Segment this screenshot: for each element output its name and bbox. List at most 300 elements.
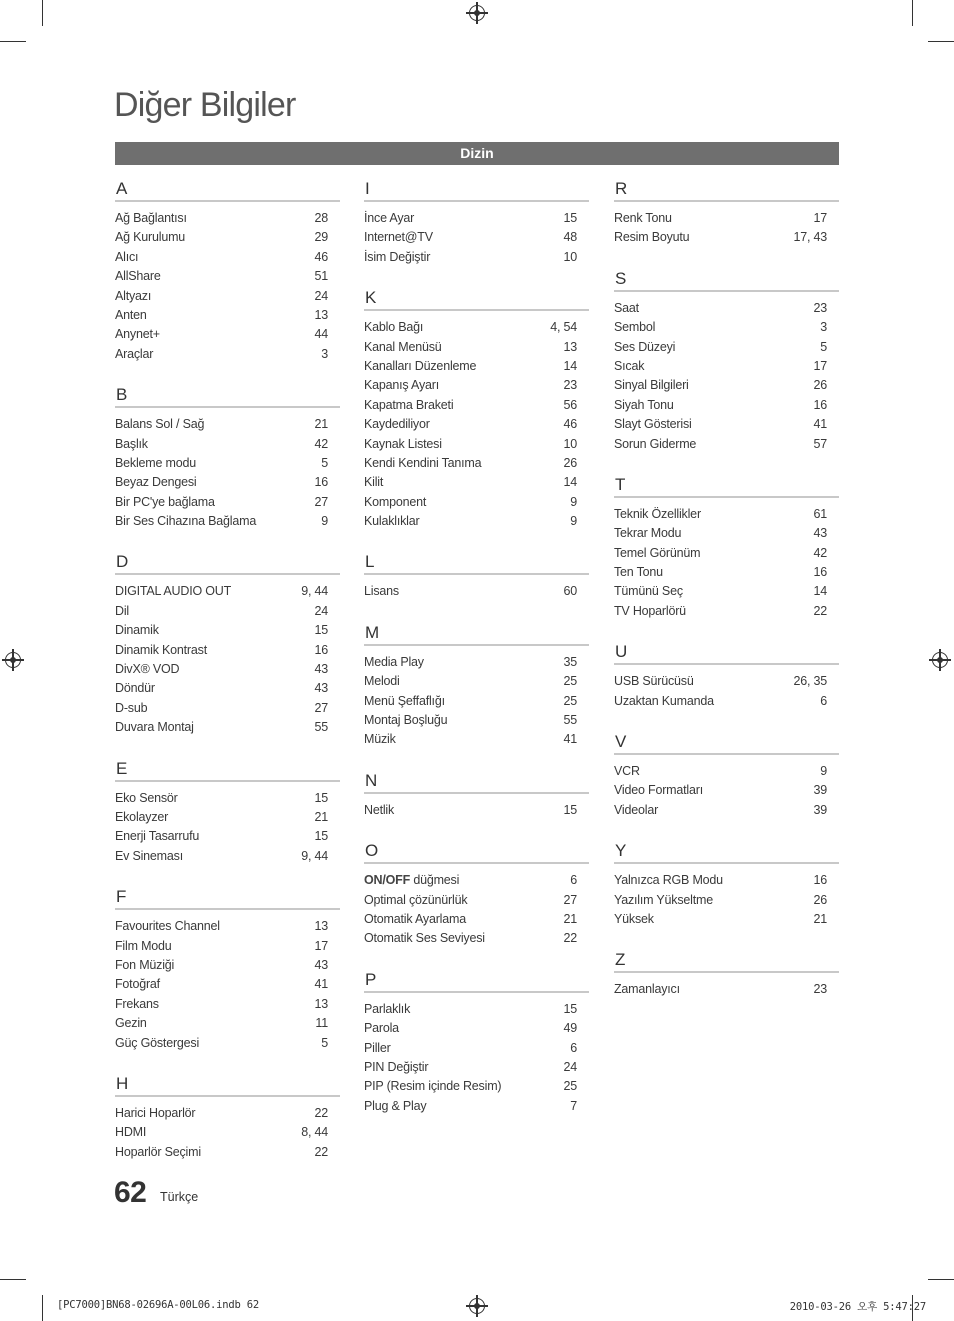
index-term (115, 228, 185, 247)
index-page-ref: 16 (314, 642, 328, 657)
index-term-text: Internet@TV (364, 230, 433, 245)
index-term-text: Parola (364, 1021, 399, 1036)
index-page-ref: 46 (314, 249, 328, 264)
index-page-ref: 46 (563, 417, 577, 432)
index-page-ref: 4, 54 (550, 320, 577, 335)
index-term-text: Başlık (115, 436, 148, 451)
index-entry (364, 1019, 589, 1038)
index-term (614, 980, 680, 999)
index-term-text: Uzaktan Kumanda (614, 693, 714, 708)
index-page-ref: 15 (563, 802, 577, 817)
index-term (115, 847, 183, 866)
registration-mark-icon (469, 5, 485, 21)
index-page-ref: 27 (563, 892, 577, 907)
index-term-text: Ses Düzeyi (614, 339, 676, 354)
index-term (364, 318, 423, 337)
index-entry (614, 692, 839, 711)
index-term-text: Kilit (364, 475, 384, 490)
index-term (364, 376, 439, 395)
index-page-ref: 16 (813, 565, 827, 580)
index-section (364, 770, 589, 820)
index-page-ref: 35 (563, 654, 577, 669)
index-page-ref: 43 (314, 681, 328, 696)
index-term (614, 299, 639, 318)
index-page-ref: 22 (314, 1144, 328, 1159)
index-page-ref: 55 (314, 720, 328, 735)
registration-mark-icon (932, 652, 948, 668)
index-page-ref: 9 (321, 514, 328, 529)
index-term (614, 801, 658, 820)
index-page-ref: 26, 35 (793, 674, 827, 689)
index-term-text: İnce Ayar (364, 211, 415, 225)
index-entry (115, 209, 340, 228)
index-page-ref: 24 (314, 603, 328, 618)
index-entry (614, 299, 839, 318)
index-page-ref: 27 (314, 494, 328, 509)
index-page-ref: 25 (563, 1079, 577, 1094)
index-page-ref: 42 (813, 545, 827, 560)
index-term (364, 454, 481, 473)
index-term (364, 910, 466, 929)
index-entry (364, 1058, 589, 1077)
index-section (614, 178, 839, 248)
index-section (364, 840, 589, 949)
index-page-ref: 56 (563, 397, 577, 412)
index-term-text: Anten (115, 307, 147, 322)
index-page-ref: 9 (820, 764, 827, 779)
index-term-bold: ON/OFF (364, 873, 411, 888)
index-page-ref: 16 (314, 475, 328, 490)
index-entry (364, 376, 589, 395)
index-term-text: düğmesi (413, 873, 460, 888)
section-letter: N (364, 770, 589, 794)
index-page-ref: 8, 44 (301, 1125, 328, 1140)
index-term-text: DivX® VOD (115, 662, 180, 677)
index-term-text: Otomatik Ayarlama (364, 911, 466, 926)
index-entry (115, 660, 340, 679)
index-term (614, 602, 686, 621)
index-entry (364, 228, 589, 247)
index-page-ref: 24 (314, 288, 328, 303)
index-entry (115, 1034, 340, 1053)
index-term (115, 287, 151, 306)
index-term-text: TV Hoparlörü (614, 603, 686, 618)
index-term (614, 435, 696, 454)
print-file-info: [PC7000]BN68-02696A-00L06.indb 62 (57, 1299, 260, 1311)
index-section (614, 641, 839, 711)
crop-mark (42, 1295, 43, 1321)
index-term (364, 672, 400, 691)
index-term (115, 917, 220, 936)
index-entry (364, 891, 589, 910)
index-term (614, 563, 663, 582)
index-page-ref: 13 (563, 339, 577, 354)
index-page-ref: 21 (314, 809, 328, 824)
section-letter: E (115, 758, 340, 782)
index-entry (115, 582, 340, 601)
index-term-text: Balans Sol / Sağ (115, 417, 205, 432)
index-entry (614, 338, 839, 357)
index-term (115, 1034, 199, 1053)
index-entry (614, 505, 839, 524)
index-term-text: Bir Ses Cihazına Bağlama (115, 514, 257, 529)
index-page-ref: 26 (813, 892, 827, 907)
index-page-ref: 22 (813, 603, 827, 618)
index-section (115, 384, 340, 531)
index-term-text: Harici Hoparlör (115, 1105, 196, 1120)
index-page-ref: 51 (314, 269, 328, 284)
index-term (115, 415, 204, 434)
index-entry (115, 679, 340, 698)
index-term-text: Eko Sensör (115, 790, 178, 805)
index-term (115, 956, 174, 975)
index-term-text: Fotoğraf (115, 977, 160, 992)
index-term-text: Döndür (115, 681, 155, 696)
index-section (115, 551, 340, 737)
index-page-ref: 14 (563, 358, 577, 373)
index-page-ref: 9, 44 (301, 584, 328, 599)
index-page-ref: 14 (563, 475, 577, 490)
section-letter: M (364, 622, 589, 646)
index-term (614, 318, 655, 337)
index-page-ref: 7 (570, 1098, 577, 1113)
index-page-ref: 6 (820, 693, 827, 708)
index-term-text: Kanalları Düzenleme (364, 358, 477, 373)
index-page-ref: 43 (813, 526, 827, 541)
index-page-ref: 15 (314, 790, 328, 805)
index-entry (364, 711, 589, 730)
index-page-ref: 26 (813, 378, 827, 393)
index-entry (614, 396, 839, 415)
index-entry (364, 1097, 589, 1116)
index-term (364, 871, 459, 890)
index-term-text: Teknik Özellikler (614, 506, 701, 521)
section-letter: K (364, 287, 589, 311)
index-page-ref: 13 (314, 307, 328, 322)
index-column-3 (614, 178, 839, 1020)
index-term-text: Frekans (115, 996, 159, 1011)
index-entry (614, 762, 839, 781)
section-letter: D (115, 551, 340, 575)
index-term (364, 801, 394, 820)
section-letter: U (614, 641, 839, 665)
index-term-text: Menü Şeffaflığı (364, 693, 445, 708)
index-term (614, 871, 723, 890)
index-page-ref: 17 (314, 938, 328, 953)
index-term-text: Müzik (364, 732, 396, 747)
index-term-text: Siyah Tonu (614, 397, 674, 412)
index-section (115, 886, 340, 1053)
index-term (115, 345, 153, 364)
index-term (115, 602, 129, 621)
index-entry (115, 228, 340, 247)
index-term-text: Ev Sineması (115, 848, 183, 863)
index-term-text: Temel Görünüm (614, 545, 701, 560)
index-section (614, 949, 839, 999)
index-term-text: Araçlar (115, 346, 154, 361)
index-term (115, 325, 160, 344)
index-entry (614, 357, 839, 376)
index-entry (115, 1014, 340, 1033)
index-term (115, 267, 161, 286)
index-entry (614, 524, 839, 543)
index-page-ref: 22 (563, 931, 577, 946)
index-entry (115, 454, 340, 473)
section-letter: R (614, 178, 839, 202)
index-term-text: PIN Değiştir (364, 1059, 429, 1074)
index-term (115, 435, 148, 454)
index-term-text: AllShare (115, 269, 161, 284)
index-entry (614, 435, 839, 454)
index-term (364, 692, 445, 711)
index-page-ref: 41 (813, 417, 827, 432)
index-entry (364, 1039, 589, 1058)
index-page-ref: 41 (563, 732, 577, 747)
index-page-ref: 27 (314, 700, 328, 715)
index-section (614, 731, 839, 820)
index-term-text: Alıcı (115, 249, 139, 264)
index-entry (115, 512, 340, 531)
index-term (364, 473, 383, 492)
index-term (364, 357, 476, 376)
index-entry (115, 789, 340, 808)
index-term-text: Sembol (614, 320, 656, 335)
index-page-ref: 9 (570, 514, 577, 529)
index-term (115, 473, 196, 492)
index-section (364, 551, 589, 601)
index-term (364, 730, 396, 749)
index-term-text: Ten Tonu (614, 565, 663, 580)
index-term (614, 762, 640, 781)
index-term-text: Film Modu (115, 938, 172, 953)
index-term-text: Kapatma Braketi (364, 397, 454, 412)
index-page-ref: 28 (314, 211, 328, 225)
index-page-ref: 23 (813, 982, 827, 997)
index-term-text: Kanal Menüsü (364, 339, 442, 354)
index-entry (115, 827, 340, 846)
index-term-text: Yüksek (614, 911, 654, 926)
index-term (364, 338, 442, 357)
index-term-text: Favourites Channel (115, 919, 220, 934)
index-entry (614, 980, 839, 999)
index-page-ref: 23 (813, 300, 827, 315)
index-page-ref: 21 (813, 911, 827, 926)
index-term (364, 209, 414, 228)
index-page-ref: 17 (813, 211, 827, 225)
index-entry (115, 956, 340, 975)
index-term (115, 827, 199, 846)
index-term (364, 1019, 399, 1038)
index-entry (614, 318, 839, 337)
index-term (115, 679, 155, 698)
index-entry (115, 641, 340, 660)
index-term (614, 505, 701, 524)
index-page-ref: 15 (563, 1001, 577, 1016)
index-page-ref: 16 (813, 397, 827, 412)
index-term (115, 209, 187, 228)
index-entry (115, 306, 340, 325)
crop-mark (912, 0, 913, 26)
index-term-text: Altyazı (115, 288, 152, 303)
index-term (115, 660, 179, 679)
index-entry (115, 267, 340, 286)
index-term-text: Fon Müziği (115, 957, 175, 972)
index-entry (115, 718, 340, 737)
index-entry (115, 975, 340, 994)
index-term (364, 512, 419, 531)
section-letter: V (614, 731, 839, 755)
index-term-text: Bir PC'ye bağlama (115, 494, 215, 509)
section-letter: O (364, 840, 589, 864)
index-page-ref: 6 (570, 873, 577, 888)
index-term (614, 891, 713, 910)
index-term (115, 582, 231, 601)
index-entry (364, 454, 589, 473)
index-term-text: Ağ Kurulumu (115, 230, 186, 245)
index-column-2 (364, 178, 589, 1136)
index-page-ref: 5 (820, 339, 827, 354)
index-entry (614, 801, 839, 820)
index-term-text: Enerji Tasarrufu (115, 829, 200, 844)
index-term-text: Parlaklık (364, 1001, 411, 1016)
index-term (364, 1039, 391, 1058)
index-term (115, 718, 194, 737)
index-entry (364, 512, 589, 531)
index-term (115, 1123, 146, 1142)
index-section (364, 969, 589, 1116)
index-term (614, 338, 675, 357)
index-entry (364, 582, 589, 601)
index-entry (115, 917, 340, 936)
index-term (115, 975, 160, 994)
index-term-text: Video Formatları (614, 783, 703, 798)
index-term-text: Melodi (364, 674, 400, 689)
index-term (614, 582, 683, 601)
page-language: Türkçe (160, 1190, 199, 1204)
index-term (614, 396, 674, 415)
index-term-text: Dinamik (115, 623, 159, 638)
index-entry (364, 357, 589, 376)
index-page-ref: 14 (813, 584, 827, 599)
index-entry (614, 910, 839, 929)
index-entry (364, 396, 589, 415)
index-entry (115, 1104, 340, 1123)
section-letter: Z (614, 949, 839, 973)
index-term-text: Kaynak Listesi (364, 436, 442, 451)
index-page-ref: 44 (314, 327, 328, 342)
index-entry (614, 209, 839, 228)
index-term (364, 653, 424, 672)
index-term (115, 306, 147, 325)
section-letter: T (614, 474, 839, 498)
index-page-ref: 24 (563, 1059, 577, 1074)
index-term (614, 672, 694, 691)
index-term-text: Sorun Giderme (614, 436, 697, 451)
index-term-text: Kaydediliyor (364, 417, 430, 432)
index-term-text: Lisans (364, 584, 399, 599)
index-term (364, 493, 426, 512)
index-entry (364, 473, 589, 492)
index-page-ref: 17, 43 (793, 230, 827, 245)
index-entry (364, 692, 589, 711)
index-term-text: Güç Göstergesi (115, 1035, 200, 1050)
index-term (115, 1014, 147, 1033)
index-page-ref: 41 (314, 977, 328, 992)
index-term (115, 493, 215, 512)
index-term (115, 621, 159, 640)
index-term (115, 1104, 195, 1123)
index-column-1 (115, 178, 340, 1182)
index-term (115, 1143, 201, 1162)
index-entry (115, 602, 340, 621)
index-page-ref: 16 (813, 873, 827, 888)
index-page-ref: 43 (314, 957, 328, 972)
index-term (364, 396, 453, 415)
page-number: 62 (114, 1176, 147, 1209)
index-term-text: Tekrar Modu (614, 526, 682, 541)
index-entry (614, 544, 839, 563)
index-page-ref: 3 (321, 346, 328, 361)
registration-mark-icon (469, 1298, 485, 1314)
index-term-text: Ağ Bağlantısı (115, 211, 187, 225)
index-entry (614, 602, 839, 621)
index-term-text: Beyaz Dengesi (115, 475, 197, 490)
index-term-text: VCR (614, 764, 640, 779)
index-page-ref: 9, 44 (301, 848, 328, 863)
index-page-ref: 13 (314, 919, 328, 934)
index-entry (115, 493, 340, 512)
index-term-text: Kendi Kendini Tanıma (364, 455, 482, 470)
index-term-text: Tümünü Seç (614, 584, 683, 599)
index-entry (115, 847, 340, 866)
index-term (115, 641, 207, 660)
index-entry (614, 891, 839, 910)
index-section (115, 758, 340, 867)
index-page-ref: 15 (563, 211, 577, 225)
index-term-text: Sıcak (614, 358, 645, 373)
section-letter: L (364, 551, 589, 575)
index-page-ref: 21 (314, 417, 328, 432)
crop-mark (0, 41, 26, 42)
index-entry (115, 473, 340, 492)
index-page-ref: 5 (321, 1035, 328, 1050)
index-section (614, 840, 839, 929)
index-term-text: Kablo Bağı (364, 320, 424, 335)
index-entry (115, 287, 340, 306)
section-letter: P (364, 969, 589, 993)
index-term (364, 1097, 426, 1116)
section-letter: Y (614, 840, 839, 864)
index-page-ref: 10 (563, 249, 577, 264)
index-page-ref: 39 (813, 802, 827, 817)
index-entry (364, 1077, 589, 1096)
index-entry (364, 910, 589, 929)
index-entry (364, 1000, 589, 1019)
index-term-text: Bekleme modu (115, 455, 196, 470)
index-section (614, 474, 839, 621)
index-term-text: Media Play (364, 654, 424, 669)
index-entry (115, 345, 340, 364)
index-term (364, 248, 430, 267)
index-page-ref: 61 (813, 506, 827, 521)
index-entry (364, 248, 589, 267)
crop-mark (928, 1279, 954, 1280)
index-term (115, 789, 178, 808)
index-term (614, 209, 672, 228)
index-page-ref: 57 (813, 436, 827, 451)
index-entry (364, 871, 589, 890)
index-entry (115, 435, 340, 454)
